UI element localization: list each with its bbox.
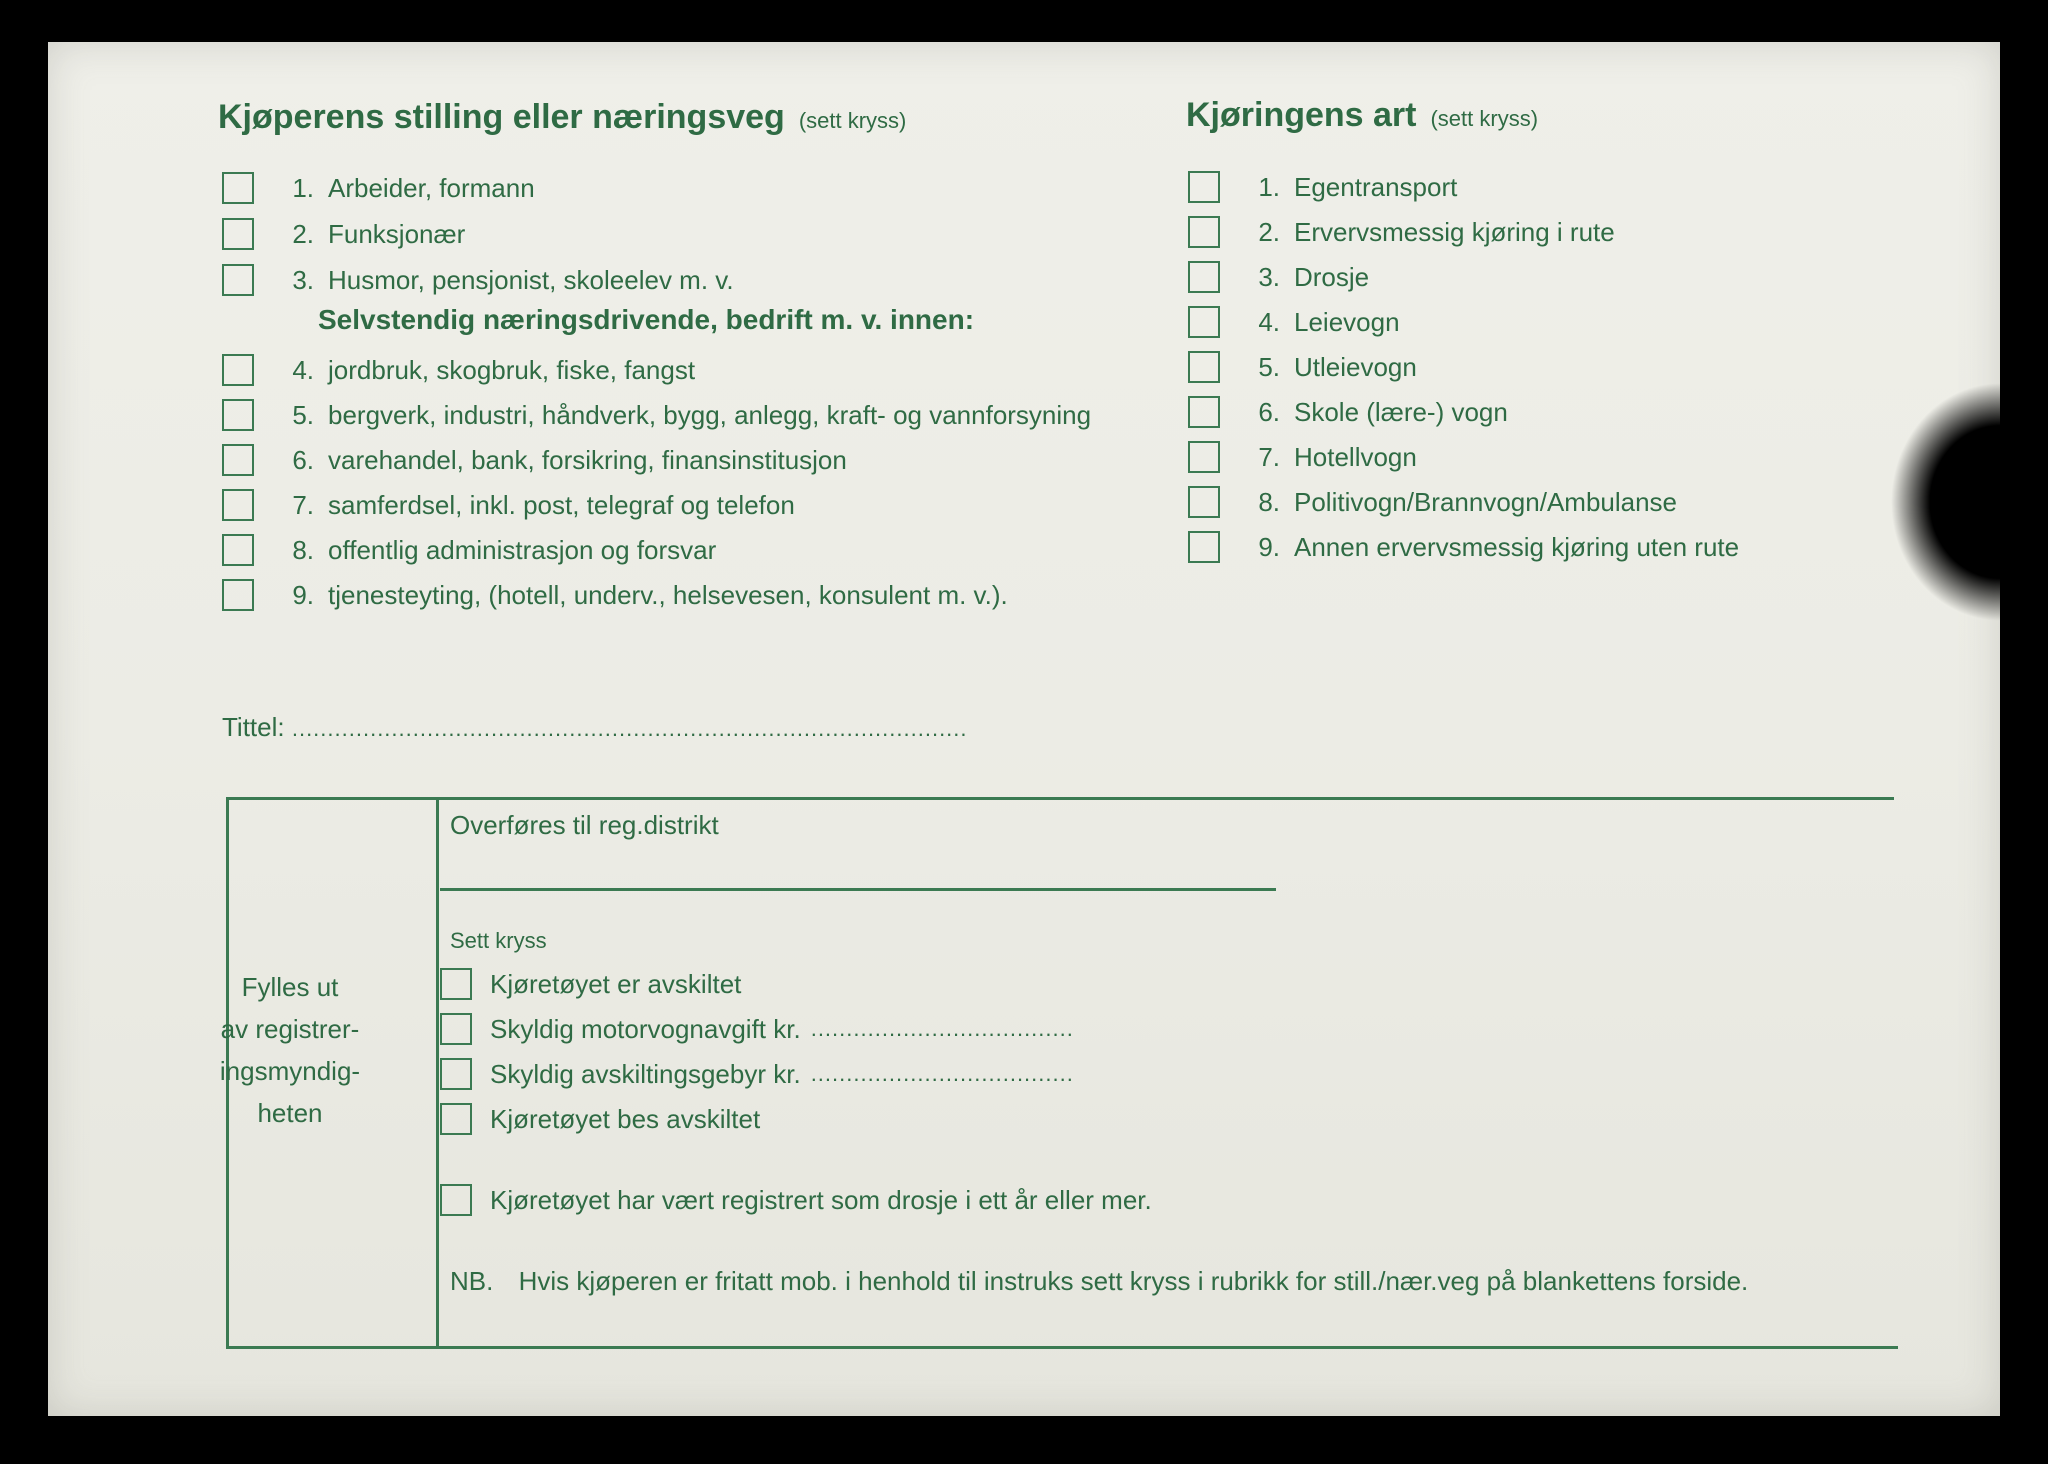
buyer-occupation-heading bbox=[218, 98, 906, 137]
option-label: Ervervsmessig kjøring i rute bbox=[1294, 216, 1615, 247]
checkbox[interactable] bbox=[440, 1013, 472, 1045]
occupation-option-4[interactable] bbox=[222, 352, 695, 388]
checkbox[interactable] bbox=[222, 444, 254, 476]
check-drosje-year[interactable] bbox=[440, 1182, 1152, 1218]
option-label: bergverk, industri, håndverk, bygg, anlegg, kraft- og vannforsyning bbox=[328, 399, 1092, 430]
tittel-dotted-line[interactable]: ............................................................................................... bbox=[291, 716, 968, 741]
option-label: jordbruk, skogbruk, fiske, fangst bbox=[328, 354, 696, 385]
option-label: Funksjonær bbox=[328, 218, 466, 249]
driving-option-3[interactable] bbox=[1188, 259, 1369, 295]
option-number: 4. bbox=[1258, 306, 1280, 337]
occupation-option-8[interactable] bbox=[222, 532, 716, 568]
option-number: 3. bbox=[1258, 261, 1280, 292]
driving-option-8[interactable] bbox=[1188, 484, 1677, 520]
option-number: 2. bbox=[1258, 216, 1280, 247]
option-label: tjenesteyting, (hotell, underv., helsevesen, konsulent m. v.). bbox=[328, 579, 1008, 610]
buyer-occupation-title: Kjøperens stilling eller næringsveg bbox=[218, 98, 785, 136]
tittel-label: Tittel: bbox=[222, 712, 285, 742]
checkbox[interactable] bbox=[1188, 396, 1220, 428]
registry-box-bottom-border bbox=[226, 1346, 1898, 1349]
transfer-district-line[interactable] bbox=[440, 888, 1276, 891]
occupation-option-5[interactable] bbox=[222, 397, 1091, 433]
transfer-district-label: Overføres til reg.distrikt bbox=[450, 810, 719, 840]
nb-text: Hvis kjøperen er fritatt mob. i henhold til instruks sett kryss i rubrikk for still./nær.veg på blankettens forside. bbox=[518, 1266, 1749, 1296]
check-bes-avskiltet[interactable] bbox=[440, 1101, 760, 1137]
driving-type-heading bbox=[1186, 96, 1538, 135]
check-avskiltet[interactable] bbox=[440, 966, 741, 1002]
check-label: Skyldig motorvognavgift kr. bbox=[490, 1013, 801, 1044]
tittel-field[interactable] bbox=[222, 712, 968, 743]
option-number: 1. bbox=[1258, 171, 1280, 202]
amount-dotted-line[interactable]: ..................................... bbox=[810, 1061, 1074, 1086]
registry-box-top-border bbox=[226, 797, 1894, 800]
side-label-line: Fylles ut bbox=[241, 972, 339, 1002]
option-label: Arbeider, formann bbox=[328, 172, 535, 203]
amount-dotted-line[interactable]: ..................................... bbox=[810, 1016, 1074, 1041]
checkbox[interactable] bbox=[440, 1103, 472, 1135]
occupation-option-6[interactable] bbox=[222, 442, 847, 478]
checkbox[interactable] bbox=[440, 968, 472, 1000]
occupation-option-3[interactable] bbox=[222, 262, 734, 298]
checkbox[interactable] bbox=[440, 1184, 472, 1216]
checkbox[interactable] bbox=[222, 264, 254, 296]
option-number: 6. bbox=[292, 444, 314, 475]
option-label: Skole (lære-) vogn bbox=[1294, 396, 1508, 427]
option-label: Husmor, pensjonist, skoleelev m. v. bbox=[328, 264, 734, 295]
driving-option-4[interactable] bbox=[1188, 304, 1400, 340]
option-label: offentlig administrasjon og forsvar bbox=[328, 534, 717, 565]
option-label: Annen ervervsmessig kjøring uten rute bbox=[1294, 531, 1740, 562]
check-label: Kjøretøyet bes avskiltet bbox=[490, 1103, 761, 1134]
checkbox[interactable] bbox=[222, 489, 254, 521]
checkbox[interactable] bbox=[1188, 216, 1220, 248]
checkbox[interactable] bbox=[222, 399, 254, 431]
option-label: varehandel, bank, forsikring, finansinstitusjon bbox=[328, 444, 847, 475]
driving-option-9[interactable] bbox=[1188, 529, 1739, 565]
option-number: 5. bbox=[292, 399, 314, 430]
option-number: 7. bbox=[292, 489, 314, 520]
option-number: 4. bbox=[292, 354, 314, 385]
occupation-option-7[interactable] bbox=[222, 487, 795, 523]
occupation-option-2[interactable] bbox=[222, 216, 465, 252]
checkbox[interactable] bbox=[1188, 486, 1220, 518]
option-label: Drosje bbox=[1294, 261, 1370, 292]
side-label-line: av registrer- bbox=[220, 1014, 360, 1044]
checkbox[interactable] bbox=[1188, 261, 1220, 293]
option-number: 3. bbox=[292, 264, 314, 295]
option-number: 1. bbox=[292, 172, 314, 203]
option-number: 9. bbox=[1258, 531, 1280, 562]
check-avskiltingsgebyr[interactable] bbox=[440, 1056, 1074, 1092]
option-number: 8. bbox=[292, 534, 314, 565]
registry-authority-label bbox=[190, 966, 390, 1134]
checkbox[interactable] bbox=[222, 218, 254, 250]
checkbox[interactable] bbox=[222, 534, 254, 566]
checkbox[interactable] bbox=[440, 1058, 472, 1090]
checkbox[interactable] bbox=[222, 579, 254, 611]
driving-option-5[interactable] bbox=[1188, 349, 1417, 385]
self-employed-subheading: Selvstendig næringsdrivende, bedrift m. v. innen: bbox=[318, 304, 975, 335]
driving-option-7[interactable] bbox=[1188, 439, 1417, 475]
checkbox[interactable] bbox=[222, 172, 254, 204]
buyer-occupation-note: (sett kryss) bbox=[798, 108, 907, 133]
option-number: 2. bbox=[292, 218, 314, 249]
option-number: 6. bbox=[1258, 396, 1280, 427]
nb-note bbox=[450, 1266, 1748, 1297]
driving-type-note: (sett kryss) bbox=[1430, 106, 1539, 131]
option-label: Egentransport bbox=[1294, 171, 1458, 202]
checkbox[interactable] bbox=[1188, 171, 1220, 203]
nb-label: NB. bbox=[450, 1266, 494, 1296]
option-label: Leievogn bbox=[1294, 306, 1400, 337]
option-label: Politivogn/Brannvogn/Ambulanse bbox=[1294, 486, 1678, 517]
option-label: Hotellvogn bbox=[1294, 441, 1417, 472]
driving-type-title: Kjøringens art bbox=[1186, 96, 1417, 134]
option-number: 5. bbox=[1258, 351, 1280, 382]
driving-option-6[interactable] bbox=[1188, 394, 1508, 430]
option-label: samferdsel, inkl. post, telegraf og telefon bbox=[328, 489, 795, 520]
check-label: Skyldig avskiltingsgebyr kr. bbox=[490, 1058, 801, 1089]
option-number: 8. bbox=[1258, 486, 1280, 517]
check-label: Kjøretøyet har vært registrert som drosje i ett år eller mer. bbox=[490, 1184, 1152, 1215]
checkbox[interactable] bbox=[1188, 351, 1220, 383]
side-label-line: heten bbox=[257, 1098, 323, 1128]
check-label: Kjøretøyet er avskiltet bbox=[490, 968, 742, 999]
sett-kryss-label: Sett kryss bbox=[450, 928, 547, 953]
driving-option-1[interactable] bbox=[1188, 169, 1457, 205]
option-label: Utleievogn bbox=[1294, 351, 1417, 382]
checkbox[interactable] bbox=[1188, 441, 1220, 473]
driving-option-2[interactable] bbox=[1188, 214, 1615, 250]
checkbox[interactable] bbox=[1188, 306, 1220, 338]
option-number: 9. bbox=[292, 579, 314, 610]
check-motorvognavgift[interactable] bbox=[440, 1011, 1074, 1047]
torn-edge bbox=[1890, 382, 2000, 622]
option-number: 7. bbox=[1258, 441, 1280, 472]
checkbox[interactable] bbox=[222, 354, 254, 386]
side-label-line: ingsmyndig- bbox=[219, 1056, 361, 1086]
occupation-option-1[interactable] bbox=[222, 170, 535, 206]
registry-box-divider bbox=[436, 797, 439, 1349]
occupation-option-9[interactable] bbox=[222, 577, 1008, 613]
checkbox[interactable] bbox=[1188, 531, 1220, 563]
